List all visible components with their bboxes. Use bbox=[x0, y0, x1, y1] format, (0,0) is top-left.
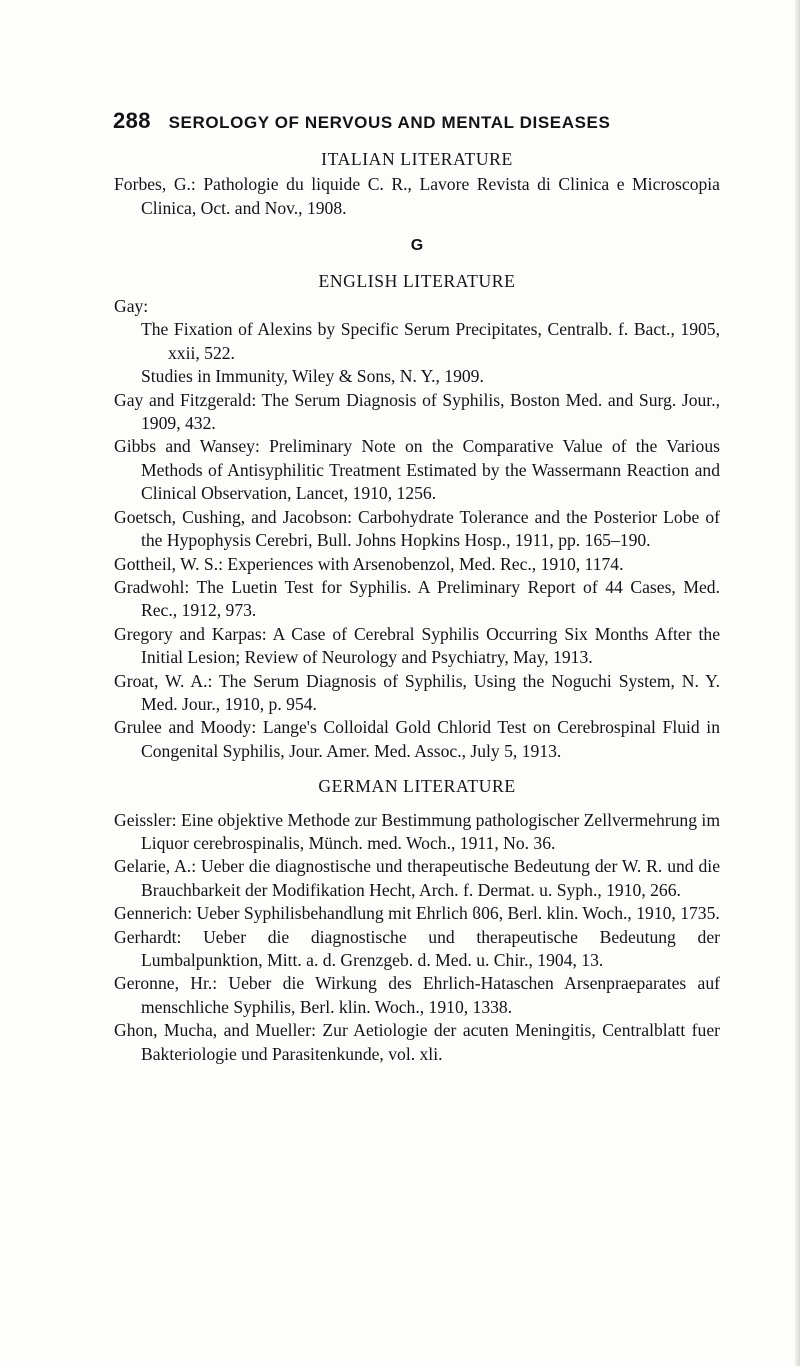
bib-entry: Gerhardt: Ueber die diagnostische und therapeutische Bedeutung der Lumbalpunktion, Mitt. a. d. Grenzgeb. d. Med. u. Chir., 1904, 13. bbox=[114, 926, 720, 970]
bibliography bbox=[114, 148, 720, 1066]
author-works-gay bbox=[114, 318, 720, 388]
page-edge-shadow bbox=[795, 0, 800, 1366]
section-heading-english: ENGLISH LITERATURE bbox=[318, 270, 516, 291]
bib-entry: Grulee and Moody: Lange's Colloidal Gold Chlorid Test on Cerebrospinal Fluid in Congenital Syphilis, Jour. Amer. Med. Assoc., July 5, 1913. bbox=[114, 717, 720, 761]
bib-entry: Gay and Fitzgerald: The Serum Diagnosis of Syphilis, Boston Med. and Surg. Jour., 1909, 432. bbox=[114, 389, 720, 434]
page-number: 288 bbox=[113, 108, 151, 133]
bib-entry: Gennerich: Ueber Syphilisbehandlung mit Ehrlich ϐ06, Berl. klin. Woch., 1910, 1735. bbox=[114, 903, 720, 924]
section-heading-german: GERMAN LITERATURE bbox=[318, 776, 516, 797]
bib-entry: Ghon, Mucha, and Mueller: Zur Aetiologie der acuten Meningitis, Centralblatt fuer Bakteriologie und Parasitenkunde, vol. xli. bbox=[114, 1020, 720, 1064]
bib-entry: Gradwohl: The Luetin Test for Syphilis. A Preliminary Report of 44 Cases, Med. Rec., 1912, 973. bbox=[114, 576, 720, 621]
bib-entry: Gelarie, A.: Ueber die diagnostische und therapeutische Bedeutung der W. R. und die Brauchbarkeit der Modifikation Hecht, Arch. f. Dermat. u. Syph., 1910, 266. bbox=[114, 856, 720, 900]
section-letter: G bbox=[410, 237, 424, 255]
bib-entry: Gottheil, W. S.: Experiences with Arsenobenzol, Med. Rec., 1910, 1174. bbox=[114, 553, 624, 574]
bib-entry: Forbes, G.: Pathologie du liquide C. R., Lavore Revista di Clinica e Microscopia Clinica, Oct. and Nov., 1908. bbox=[114, 174, 720, 218]
bib-entry: Studies in Immunity, Wiley & Sons, N. Y., 1909. bbox=[141, 366, 484, 387]
author-label-gay: Gay: bbox=[114, 296, 149, 317]
bib-entry: Gibbs and Wansey: Preliminary Note on the Comparative Value of the Various Methods of Antisyphilitic Treatment Estimated by the Wassermann Reaction and Clinical Observation, Lancet, 1910, 1256. bbox=[114, 436, 720, 504]
bib-entry: Gregory and Karpas: A Case of Cerebral Syphilis Occurring Six Months After the Initial Lesion; Review of Neurology and Psychiatry, May, 1913. bbox=[114, 623, 720, 668]
bib-entry: Goetsch, Cushing, and Jacobson: Carbohydrate Tolerance and the Posterior Lobe of the Hypophysis Cerebri, Bull. Johns Hopkins Hosp., 1911, pp. 165–190. bbox=[114, 506, 720, 551]
bib-entry: Geissler: Eine objektive Methode zur Bestimmung pathologischer Zellvermehrung im Liquor cerebrospinalis, Münch. med. Woch., 1911, No. 36. bbox=[114, 809, 720, 853]
running-title: SEROLOGY OF NERVOUS AND MENTAL DISEASES bbox=[168, 113, 611, 132]
running-header bbox=[113, 108, 733, 134]
bib-entry: Groat, W. A.: The Serum Diagnosis of Syphilis, Using the Noguchi System, N. Y. Med. Jour., 1910, p. 954. bbox=[114, 670, 720, 714]
bib-entry: Geronne, Hr.: Ueber die Wirkung des Ehrlich-Hataschen Arsenpraeparates auf menschliche Syphilis, Berl. klin. Woch., 1910, 1338. bbox=[114, 973, 720, 1017]
bib-entry: The Fixation of Alexins by Specific Serum Precipitates, Centralb. f. Bact., 1905, xxii, 522. bbox=[141, 319, 720, 363]
section-heading-italian: ITALIAN LITERATURE bbox=[321, 149, 513, 169]
